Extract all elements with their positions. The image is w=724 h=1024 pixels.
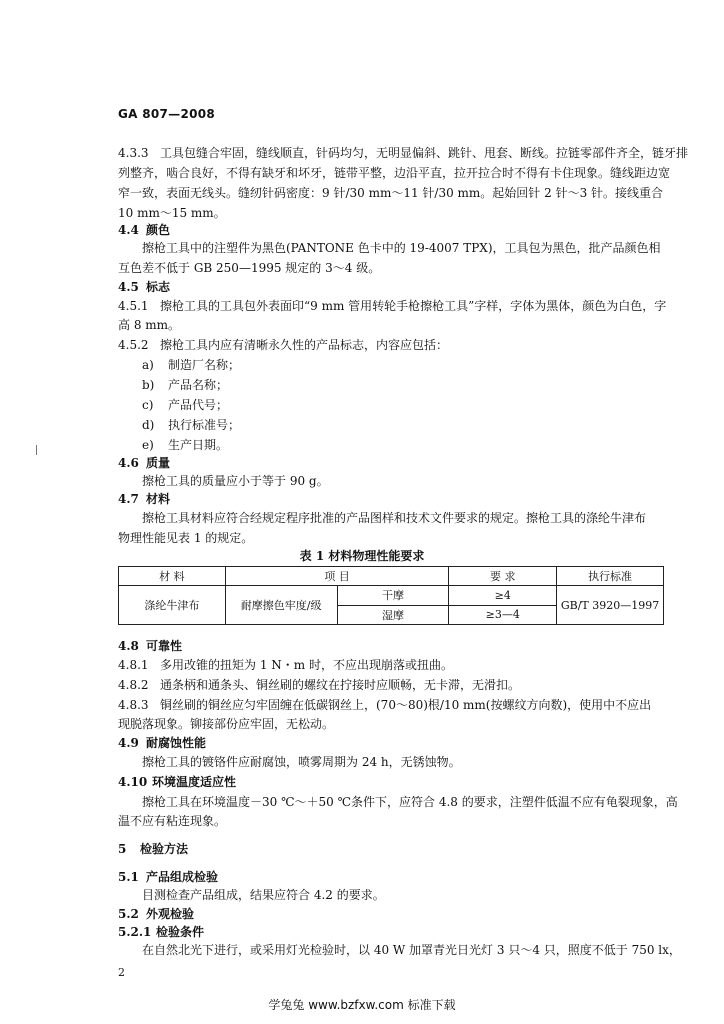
section-number: 4.6: [118, 456, 139, 470]
table-header-item: 项 目: [225, 567, 449, 586]
section-title: 质量: [146, 456, 171, 470]
paragraph-line: 擦枪工具的质量应小于等于 90 g。: [142, 474, 329, 488]
section-number: 5.2: [118, 907, 139, 921]
section-title: 产品组成检验: [146, 870, 219, 884]
list-item: 制造厂名称；: [168, 358, 241, 372]
section-title: 环境温度适应性: [152, 775, 237, 789]
list-item: 产品代号；: [168, 398, 229, 412]
list-item: 生产日期。: [168, 438, 229, 452]
clause-number: 4.3.3: [118, 146, 149, 160]
chapter-title: 检验方法: [140, 842, 189, 856]
clause-number: 4.8.2: [118, 678, 149, 692]
clause-number: 4.5.1: [118, 299, 149, 313]
site-footer: 学兔兔 www.bzfxw.com 标准下载: [268, 998, 456, 1012]
table-cell-standard: GB/T 3920—1997: [557, 586, 664, 625]
paragraph-line: 高 8 mm。: [118, 318, 181, 332]
paragraph-line: 列整齐，啮合良好，不得有缺牙和坏牙，链带平整，边沿平直，拉开拉合时不得有卡住现象。缝线距边宽: [118, 166, 671, 180]
paragraph-line: 擦枪工具材料应符合经规定程序批准的产品图样和技术文件要求的规定。擦枪工具的涤纶牛津布: [142, 511, 647, 525]
section-number: 4.8: [118, 639, 139, 653]
section-title: 检验条件: [156, 925, 205, 939]
section-title: 耐腐蚀性能: [146, 736, 207, 750]
table-cell-material: 涤纶牛津布: [119, 586, 226, 625]
list-item: 执行标准号；: [168, 418, 241, 432]
table-header-standard: 执行标准: [557, 567, 664, 586]
section-number: 4.10: [118, 775, 148, 789]
clause-number: 4.5.2: [118, 338, 149, 352]
list-item-marker: b): [142, 378, 155, 392]
paragraph-line: 物理性能见表 1 的规定。: [118, 531, 254, 545]
paragraph-line: 擦枪工具内应有清晰永久性的产品标志，内容应包括：: [160, 338, 449, 352]
paragraph-line: 擦枪工具的工具包外表面印“9 mm 管用转轮手枪擦枪工具”字样，字体为黑体，颜色为白色，字: [160, 299, 667, 313]
table-caption: 表 1 材料物理性能要求: [299, 549, 425, 563]
chapter-number: 5: [118, 842, 127, 856]
section-number: 4.9: [118, 736, 139, 750]
list-item-marker: c): [142, 398, 154, 412]
section-number: 4.4: [118, 223, 139, 237]
section-number: 5.2.1: [118, 925, 152, 939]
section-number: 5.1: [118, 870, 139, 884]
clause-number: 4.8.1: [118, 658, 149, 672]
paragraph-line: 10 mm～15 mm。: [118, 206, 226, 220]
paragraph-line: 目测检查产品组成，结果应符合 4.2 的要求。: [142, 888, 385, 902]
section-title: 外观检验: [146, 907, 195, 921]
section-number: 4.7: [118, 492, 139, 506]
document-code-header: GA 807—2008: [118, 107, 216, 121]
paragraph-line: 擦枪工具中的注塑件为黑色(PANTONE 色卡中的 19-4007 TPX)，工具包为黑色，批产品颜色相: [142, 241, 661, 255]
scan-mark: [36, 445, 37, 455]
paragraph-line: 铜丝刷的铜丝应匀牢固缠在低碳钢丝上，(70～80)根/10 mm(按螺纹方向数)，使用中不应出: [160, 698, 652, 712]
paragraph-line: 现脱落现象。铆接部份应牢固，无松动。: [118, 717, 335, 731]
section-title: 可靠性: [146, 639, 183, 653]
paragraph-line: 互色差不低于 GB 250—1995 规定的 3～4 级。: [118, 261, 381, 275]
page-number: 2: [118, 966, 125, 979]
material-properties-table: [118, 566, 664, 625]
paragraph-line: 多用改锥的扭矩为 1 N・m 时，不应出现崩落或扭曲。: [160, 658, 453, 672]
section-title: 标志: [146, 280, 171, 294]
table-cell-dry: 干摩: [337, 586, 449, 606]
paragraph-line: 窄一致，表面无线头。缝纫针码密度：9 针/30 mm～11 针/30 mm。起始回针 2 针～3 针。接线重合: [118, 186, 664, 200]
table-header-material: 材 料: [119, 567, 226, 586]
paragraph-line: 通条柄和通条头、铜丝刷的螺纹在拧接时应顺畅，无卡滞，无滑扣。: [160, 678, 521, 692]
paragraph-line: 在自然北光下进行，或采用灯光检验时，以 40 W 加罩青光日光灯 3 只～4 只，照度不低于 750 lx，: [142, 943, 681, 957]
section-title: 颜色: [146, 223, 171, 237]
clause-number: 4.8.3: [118, 698, 149, 712]
section-number: 4.5: [118, 280, 139, 294]
table-cell-item: 耐摩擦色牢度/级: [225, 586, 337, 625]
table-cell-wet-requirement: ≥3—4: [449, 605, 557, 625]
paragraph-line: 擦枪工具在环境温度－30 ℃～＋50 ℃条件下，应符合 4.8 的要求，注塑件低温不应有龟裂现象，高: [142, 795, 678, 809]
list-item-marker: d): [142, 418, 155, 432]
table-cell-dry-requirement: ≥4: [449, 586, 557, 606]
section-title: 材料: [146, 492, 171, 506]
list-item-marker: a): [142, 358, 154, 372]
list-item-marker: e): [142, 438, 154, 452]
table-cell-wet: 湿摩: [337, 605, 449, 625]
paragraph-line: 擦枪工具的镀铬件应耐腐蚀，喷雾周期为 24 h，无锈蚀物。: [142, 755, 461, 769]
paragraph-line: 温不应有粘连现象。: [118, 814, 227, 828]
paragraph-line: 工具包缝合牢固，缝线顺直，针码均匀，无明显偏斜、跳针、甩套、断线。拉链零部件齐全，链牙排: [160, 146, 689, 160]
table-header-requirement: 要 求: [449, 567, 557, 586]
list-item: 产品名称；: [168, 378, 229, 392]
